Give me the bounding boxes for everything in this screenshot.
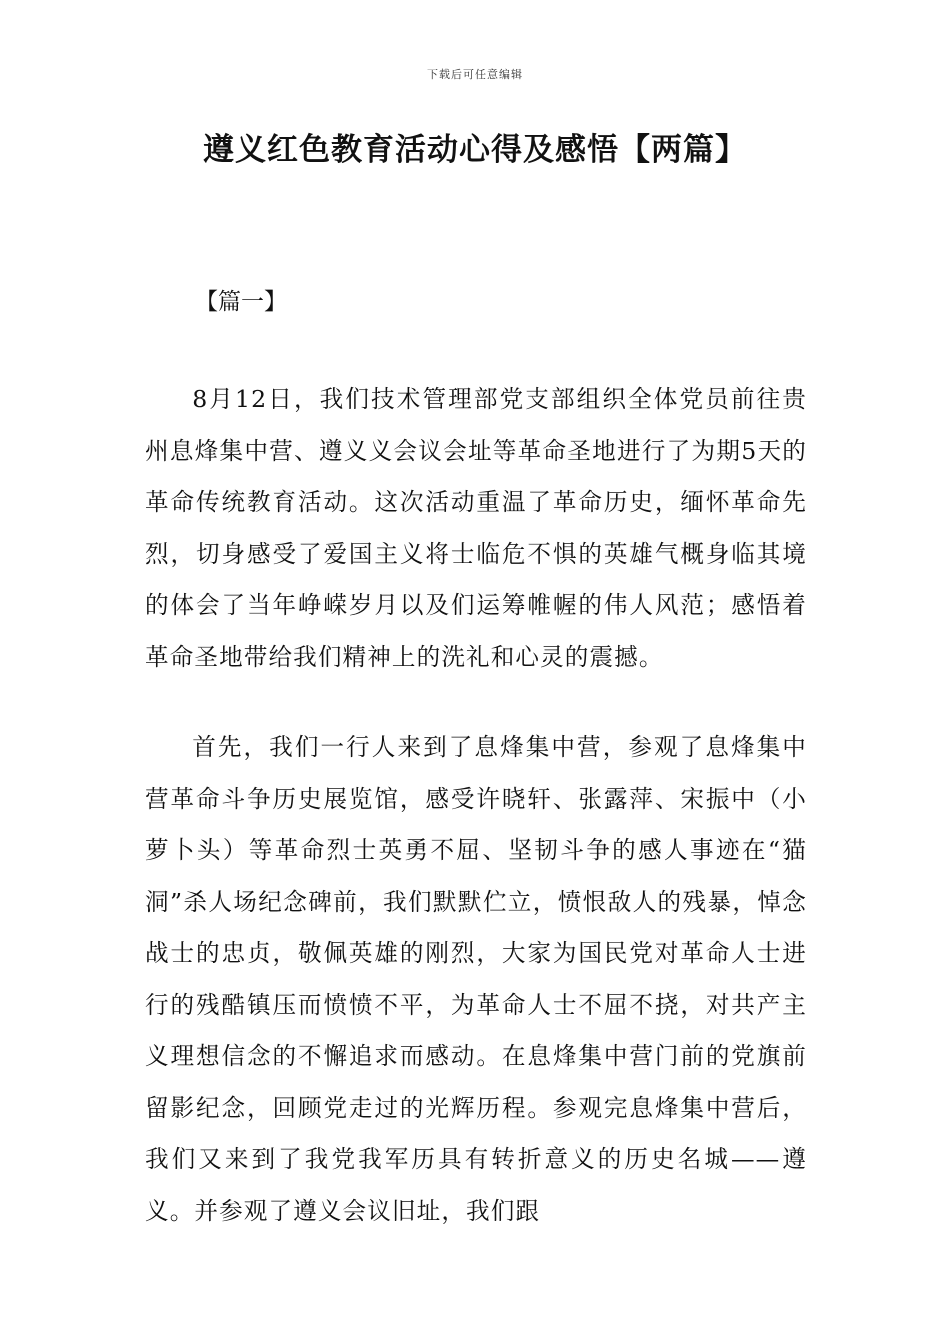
download-note: 下载后可任意编辑 <box>427 68 523 81</box>
paragraph: 8月12日，我们技术管理部党支部组织全体党员前往贵州息烽集中营、遵义义会议会址等革命圣地进行了为期5天的革命传统教育活动。这次活动重温了革命历史，缅怀革命先烈，切身感受了爱国主义将士临危不惧的英雄气概身临其境的体会了当年峥嵘岁月以及们运筹帷幄的伟人风范；感悟着革命圣地带给我们精神上的洗礼和心灵的震撼。 <box>145 385 807 671</box>
section-heading: 【篇一】 <box>195 289 287 315</box>
paragraph: 首先，我们一行人来到了息烽集中营，参观了息烽集中营革命斗争历史展览馆，感受许晓轩、张露萍、宋振中（小萝卜头）等革命烈士英勇不屈、坚韧斗争的感人事迹在“猫洞”杀人场纪念碑前，我们默默伫立，愤恨敌人的残暴，悼念战士的忠贞，敬佩英雄的刚烈，大家为国民党对革命人士进行的残酷镇压而愤愤不平，为革命人士不屈不挠，对共产主义理想信念的不懈追求而感动。在息烽集中营门前的党旗前留影纪念，回顾党走过的光辉历程。参观完息烽集中营后，我们又来到了我党我军历具有转折意义的历史名城——遵义。并参观了遵义会议旧址，我们跟 <box>145 733 807 1225</box>
document-title: 遵义红色教育活动心得及感悟【两篇】 <box>203 132 747 168</box>
